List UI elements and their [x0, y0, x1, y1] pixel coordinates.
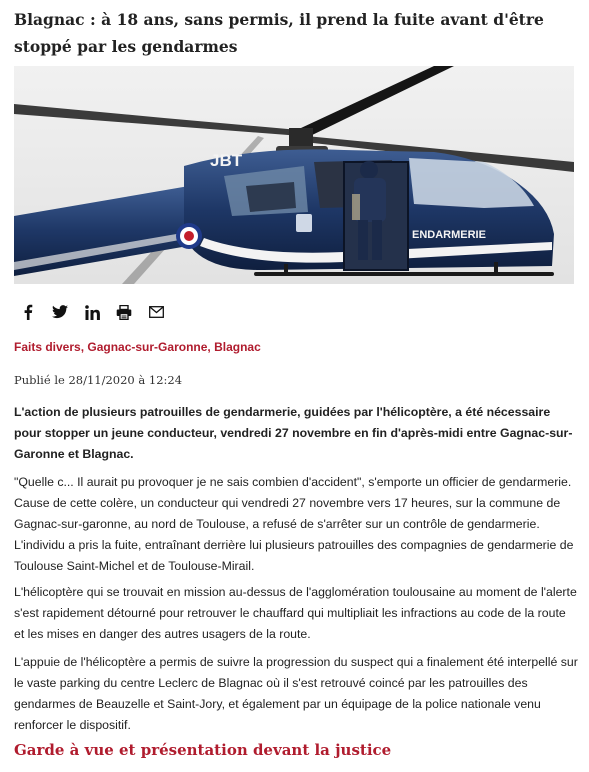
twitter-icon[interactable] [50, 302, 70, 322]
hero-image [14, 66, 574, 284]
publish-date: Publié le 28/11/2020 à 12:24 [14, 373, 183, 387]
facebook-icon[interactable] [18, 302, 38, 322]
tag-link[interactable]: Blagnac [214, 340, 261, 354]
helicopter-photo [14, 66, 574, 284]
tag-link[interactable]: Gagnac-sur-Garonne [87, 340, 208, 354]
tag-separator: , [207, 340, 215, 354]
article-paragraph: "Quelle c... Il aurait pu provoquer je ne sais combien d'accident", s'emporte un officier de gendarmerie. Cause de cette colère, un conducteur qui vendredi 27 novembre vers 17 heures, sur la commune de Gagnac-sur-garonne, au nord de Toulouse, a refusé de s'arrêter sur un contrôle de gendarmerie. L'individu a pris la fuite, entraînant derrière lui plusieurs patrouilles des compagnies de gendarmerie de Toulouse Saint-Michel et de Toulouse-Mirail. [14, 475, 574, 573]
article-tags [14, 340, 261, 354]
article-headline: Blagnac : à 18 ans, sans permis, il prend la fuite avant d'être stoppé par les gendarmes [14, 10, 544, 56]
article-paragraph: L'hélicoptère qui se trouvait en mission au-dessus de l'agglomération toulousaine au moment de l'alerte s'est rapidement détourné pour retrouver le chauffard qui multipliait les infractions au code de la route et les mises en danger des autres usagers de la route. [14, 585, 577, 641]
section-heading: Garde à vue et présentation devant la justice [14, 741, 392, 759]
article-paragraph: L'appuie de l'hélicoptère a permis de suivre la progression du suspect qui a finalement été interpellé sur le vaste parking du centre Leclerc de Blagnac où il s'est retrouvé coincé par les patrouilles des gendarmes de Beauzelle et Saint-Jory, et également par un équipage de la police nationale venu renforcer le dispositif. [14, 655, 578, 732]
tag-link[interactable]: Faits divers [14, 340, 81, 354]
linkedin-icon[interactable] [82, 302, 102, 322]
article-lead: L'action de plusieurs patrouilles de gendarmerie, guidées par l'hélicoptère, a été nécessaire pour stopper un jeune conducteur, vendredi 27 novembre en fin d'après-midi entre Gagnac-sur-Garonne et Blagnac. [14, 405, 573, 461]
print-icon[interactable] [114, 302, 134, 322]
email-icon[interactable] [146, 302, 166, 322]
tail-marking: JBT [210, 151, 243, 170]
side-marking: ENDARMERIE [412, 229, 486, 241]
share-bar [18, 302, 178, 322]
tag-separator: , [80, 340, 88, 354]
